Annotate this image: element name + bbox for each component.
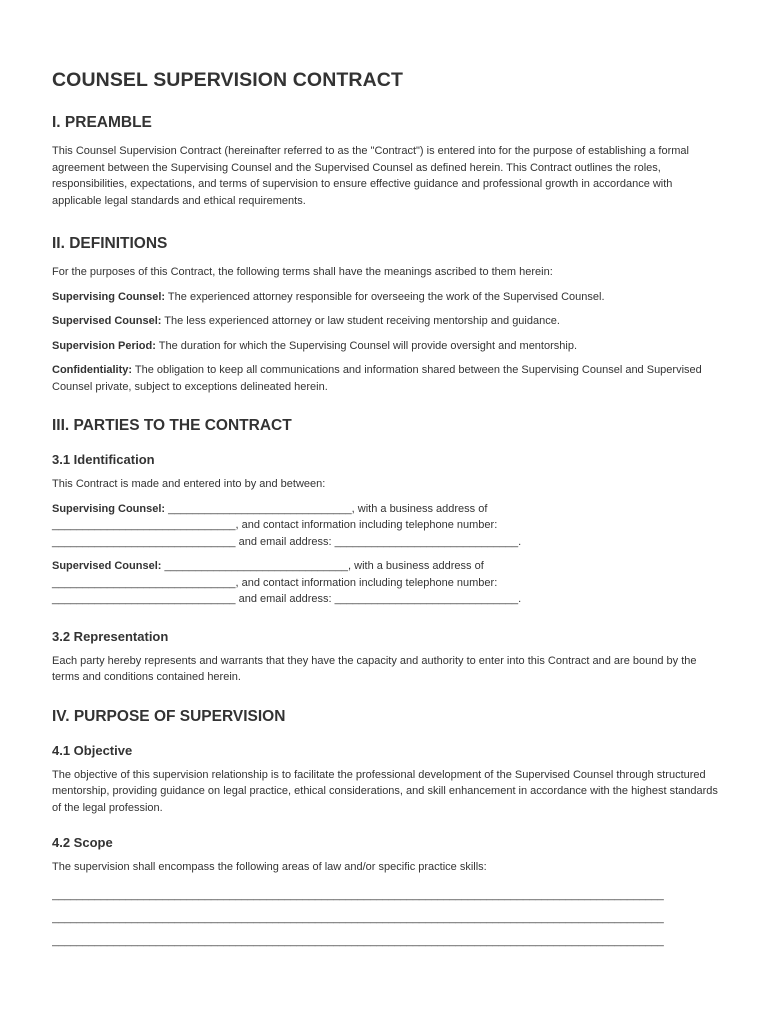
purpose-heading: IV. PURPOSE OF SUPERVISION — [52, 707, 286, 725]
supervising-contact-blank[interactable]: ______________________________ and email address: ______________________________. — [52, 535, 522, 548]
preamble-text: This Counsel Supervision Contract (hereinafter referred to as the "Contract") is entered into for the purpose of establishing a formal agreement between the Supervising Counsel and the Supervised Counsel as defined herein. This Contract outlines the roles, responsibilities, expectations, and terms of supervision to ensure effective guidance and professional growth in accordance with applicable legal standards and ethical requirements. — [52, 145, 689, 207]
parties-section — [52, 415, 720, 686]
supervised-address-blank[interactable]: ______________________________, and contact information including telephone number: — [52, 576, 498, 589]
scope-blank-line[interactable]: ____________________________________________________________________________________________________ — [52, 888, 664, 901]
purpose-section — [52, 706, 720, 953]
objective-text: The objective of this supervision relationship is to facilitate the professional development of the Supervised Counsel through structured mentorship, providing guidance on legal practice, ethical considerations, and skill enhancement in accordance with the highest standards of the legal profession. — [52, 768, 718, 814]
definition-text: The experienced attorney responsible for overseeing the work of the Supervised Counsel. — [165, 290, 605, 303]
definition-text: The obligation to keep all communications and information shared between the Supervising Counsel and Supervised Counsel private, subject to exceptions delineated herein. — [52, 364, 702, 393]
parties-heading: III. PARTIES TO THE CONTRACT — [52, 417, 292, 434]
representation-text: Each party hereby represents and warrants that they have the capacity and authority to enter into this Contract and are bound by the terms and conditions contained herein. — [52, 654, 697, 683]
supervised-label: Supervised Counsel: — [52, 560, 162, 572]
supervising-name-blank[interactable]: ______________________________, with a business address of — [165, 502, 488, 515]
supervised-contact-blank[interactable]: ______________________________ and email address: ______________________________. — [52, 593, 522, 605]
identification-heading: 3.1 Identification — [52, 452, 155, 467]
definition-item — [52, 289, 720, 306]
preamble-section — [52, 112, 720, 209]
definitions-heading: II. DEFINITIONS — [52, 235, 168, 252]
scope-heading: 4.2 Scope — [52, 835, 113, 850]
representation-heading: 3.2 Representation — [52, 628, 169, 644]
definitions-section — [52, 233, 720, 395]
supervising-line-1 — [52, 501, 720, 518]
definition-term: Supervising Counsel: — [52, 290, 166, 303]
contract-page — [52, 66, 720, 953]
supervising-address-blank[interactable]: ______________________________, and contact information including telephone number: — [52, 519, 498, 531]
definition-text: The less experienced attorney or law student receiving mentorship and guidance. — [161, 315, 560, 327]
definition-term: Confidentiality: — [52, 364, 133, 376]
supervised-name-blank[interactable]: ______________________________, with a business address of — [161, 560, 484, 572]
scope-blank-line[interactable]: ____________________________________________________________________________________________________ — [52, 934, 664, 947]
supervised-counsel-block — [52, 558, 720, 608]
definition-term: Supervision Period: — [52, 339, 156, 352]
supervising-label: Supervising Counsel: — [52, 502, 166, 515]
definitions-intro: For the purposes of this Contract, the following terms shall have the meanings ascribed to them herein: — [52, 266, 553, 278]
document-title: COUNSEL SUPERVISION CONTRACT — [52, 69, 403, 91]
definition-item — [52, 313, 720, 330]
definition-item — [52, 362, 720, 395]
supervised-line-1 — [52, 558, 720, 575]
preamble-heading: I. PREAMBLE — [52, 114, 152, 131]
scope-blank-line[interactable]: ____________________________________________________________________________________________________ — [52, 911, 664, 924]
supervising-counsel-block — [52, 501, 720, 551]
objective-heading: 4.1 Objective — [52, 742, 133, 758]
definition-text: The duration for which the Supervising Counsel will provide oversight and mentorship. — [155, 339, 577, 352]
scope-intro: The supervision shall encompass the following areas of law and/or specific practice skills: — [52, 861, 487, 873]
definition-term: Supervised Counsel: — [52, 315, 162, 327]
identification-intro: This Contract is made and entered into by and between: — [52, 478, 326, 490]
definition-item — [52, 338, 720, 355]
